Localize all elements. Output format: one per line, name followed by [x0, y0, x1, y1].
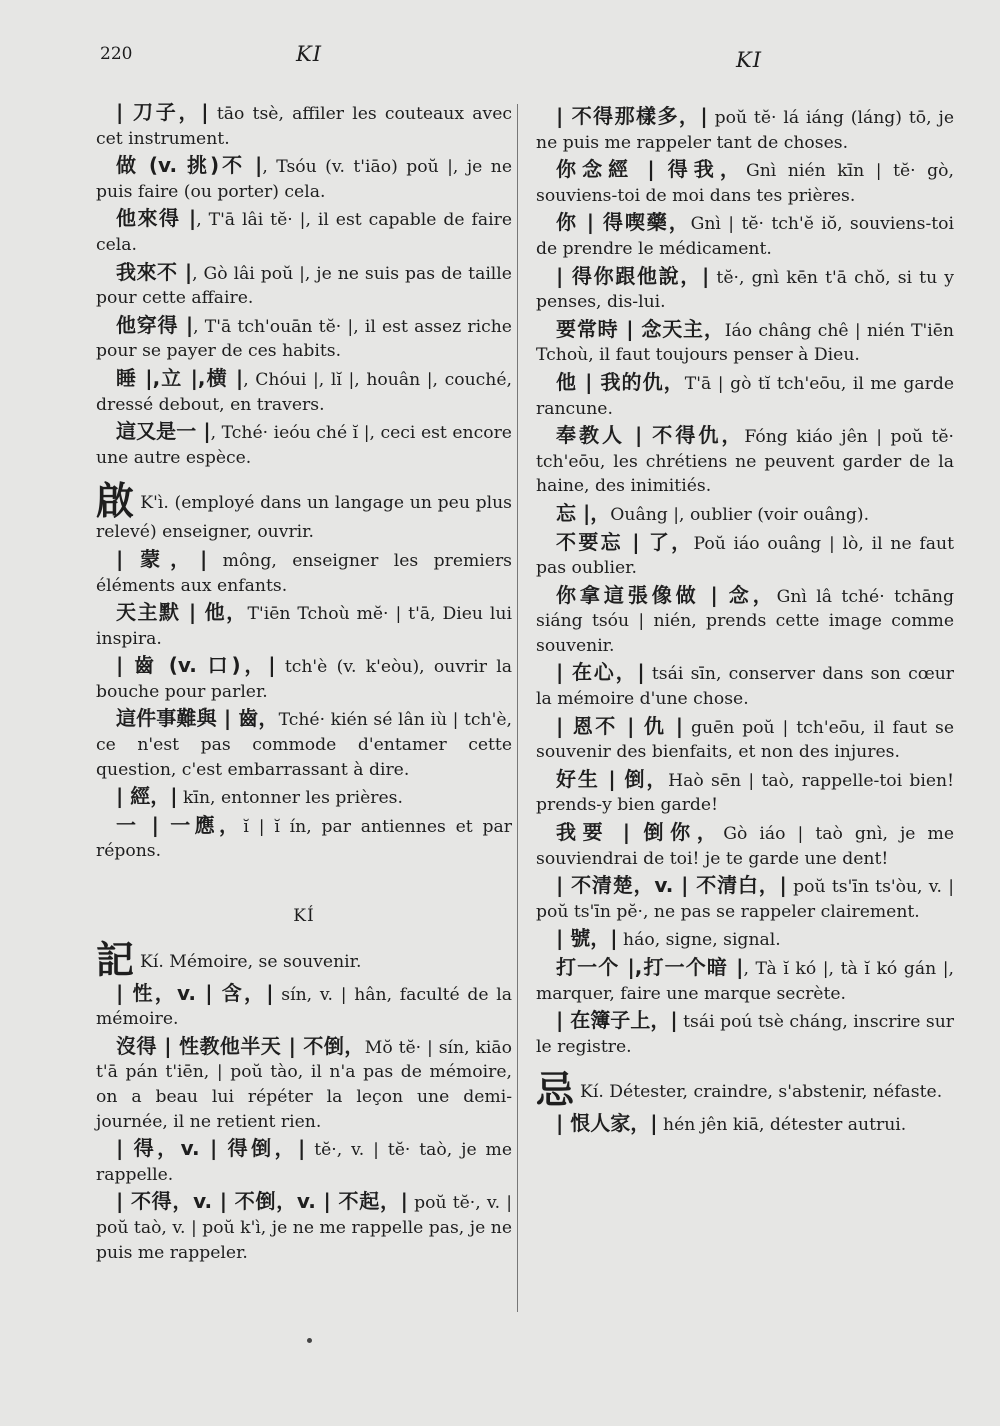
entry-text: kīn, entonner les prières. [177, 788, 403, 809]
dictionary-entry [536, 317, 954, 368]
entry-text: , Chóui |, lĭ |, houân |, couché, dressé debout, en travers. [96, 369, 512, 415]
entry-text: Fóng kiáo jên | poŭ tĕ· tch'eōu, les chrétiens ne peuvent garder de la haine, des inimitiés. [536, 427, 954, 497]
chinese-phrase: 打一个 |,打一个暗 | [556, 955, 744, 979]
entry-text: T'iēn Tchoù mĕ· | t'ā, Dieu lui inspira. [96, 604, 512, 649]
entry-text: Tché· kién sé lân iù | tch'è, ce n'est pas commode d'entamer cette question, c'est embarrassant à dire. [96, 710, 512, 780]
entry-text: tĕ·, v. | tĕ· taò, je me rappelle. [96, 1140, 512, 1185]
entry-text: , T'ā lâi tĕ· |, il est capable de faire cela. [96, 210, 512, 255]
entry-text: , Tché· ieóu ché ĭ |, ceci est encore une autre espèce. [96, 423, 512, 468]
chinese-phrase: 忘 |， [556, 500, 611, 525]
dictionary-entry [536, 264, 954, 315]
entry-text: guēn poŭ | tch'eōu, il faut se souvenir des bienfaits, et non des injures. [536, 717, 955, 763]
chinese-phrase: 沒得 | 性教他半天 | 不倒， [116, 1033, 365, 1058]
chinese-phrase: | 在簿子上，| [556, 1008, 678, 1033]
entry-text: poŭ tĕ· lá iáng (láng) tō, je ne puis me rappeler tant de choses. [536, 108, 954, 153]
chinese-phrase: | 恨人家，| [556, 1111, 658, 1136]
dictionary-entry [96, 153, 512, 204]
entry-text: ĭ | ĭ ín, par antiennes et par répons. [96, 816, 512, 862]
entry-text: mông, enseigner les premiers éléments aux enfants. [96, 550, 512, 596]
print-speck [307, 1338, 312, 1343]
section-title: KÍ [293, 906, 315, 927]
entry-text: Gnì | tĕ· tch'ĕ iŏ, souviens-toi de prendre le médicament. [536, 214, 955, 259]
dictionary-entry [96, 653, 512, 704]
chinese-phrase: 要常時 | 念天主， [556, 316, 725, 341]
chinese-phrase: 天主默 | 他， [116, 600, 248, 625]
head-character: 記 [96, 937, 135, 982]
dictionary-entry [536, 104, 954, 155]
entry-text: , Gò lâi poŭ |, je ne suis pas de taille pour cette affaire. [96, 263, 512, 309]
chinese-phrase: | 恩不 | 仇 | [556, 713, 684, 738]
chinese-phrase: 他 | 我的仇， [556, 369, 685, 394]
running-head-right: KI [736, 48, 762, 72]
right-column [536, 104, 954, 1140]
dictionary-entry [96, 1189, 512, 1265]
dictionary-entry [96, 600, 512, 651]
chinese-phrase: | 號，| [556, 926, 618, 951]
entry-text: tāo tsè, affiler les couteaux avec cet instrument. [96, 104, 513, 149]
chinese-phrase: 這又是一 | [116, 419, 211, 444]
dictionary-entry [96, 260, 512, 311]
entry-text: Mŏ tĕ· | sín, kiāo t'ā pán t'iēn, | poŭ tào, il n'a pas de mémoire, on a beau lui répéter la leçon une demi-journée, il ne retient rien. [96, 1037, 512, 1132]
entry-text: T'ā | gò tĭ tch'eōu, il me garde rancune. [536, 373, 954, 419]
chinese-phrase: | 刀子，| [116, 100, 209, 124]
chinese-phrase: 睡 |,立 |,横 | [116, 365, 244, 390]
dictionary-entry [96, 313, 512, 364]
entry-text: Gnì lâ tché· tchāng siáng tsóu | nién, prends cette image comme souvenir. [536, 586, 954, 656]
entry-text: Poŭ iáo ouâng | lò, il ne faut pas oublier. [536, 533, 955, 579]
dictionary-entry [536, 873, 954, 924]
dictionary-entry [536, 1111, 954, 1138]
chinese-phrase: | 在心，| [556, 660, 645, 685]
left-column [96, 100, 512, 1267]
chinese-phrase: 好生 | 倒， [556, 766, 669, 791]
dictionary-entry [536, 583, 954, 659]
dictionary-entry [536, 660, 954, 711]
dictionary-entry [536, 767, 954, 818]
chinese-phrase: | 不清楚，v. | 不清白，| [556, 873, 787, 898]
entry-text: Gò iáo | taò gnì, je me souviendrai de toi! je te garde une dent! [536, 824, 954, 869]
entry-text: , Tà ĭ kó |, tà ĭ kó gán |, marquer, faire une marque secrète. [536, 959, 954, 1004]
entry-text: tsái poú tsè cháng, inscrire sur le registre. [536, 1012, 954, 1057]
chinese-phrase: | 不得，v. | 不倒，v. | 不起，| [116, 1189, 408, 1214]
entry-text: tch'è (v. k'eòu), ouvrir la bouche pour parler. [96, 657, 512, 702]
entry-text: , T'ā tch'ouān tĕ· |, il est assez riche pour se payer de ces habits. [96, 316, 512, 362]
dictionary-entry [536, 955, 954, 1006]
entry-text: poŭ tĕ·, v. | poŭ taò, v. | poŭ k'ì, je ne me rappelle pas, je ne puis me rappeler. [96, 1193, 513, 1263]
chinese-phrase: 我來不 | [116, 259, 193, 284]
chinese-phrase: 一 | 一應， [116, 812, 244, 837]
dictionary-entry [96, 206, 512, 257]
dictionary-entry [536, 926, 954, 953]
chinese-phrase: 你 | 得喫藥， [556, 210, 691, 235]
entry-text: tĕ·, gnì kēn t'ā chŏ, si tu y penses, dis-lui. [536, 267, 955, 313]
dictionary-entry [536, 1008, 954, 1059]
chinese-phrase: 奉教人 | 不得仇， [556, 423, 745, 448]
chinese-phrase: | 經，| [116, 784, 178, 809]
entry-text: , Tsóu (v. t'iāo) poŭ |, je ne puis faire (ou porter) cela. [96, 157, 513, 202]
page-number: 220 [100, 44, 133, 64]
dictionary-entry [96, 981, 512, 1032]
head-character: 忌 [536, 1068, 575, 1113]
column-divider [517, 104, 518, 1312]
dictionary-entry [536, 210, 954, 261]
dictionary-entry [96, 419, 512, 470]
chinese-phrase: | 得，v. | 得倒，| [116, 1136, 306, 1161]
chinese-phrase: | 得你跟他說，| [556, 263, 710, 288]
head-entry [96, 479, 512, 545]
entry-text: Gnì nién kīn | tĕ· gò, souviens-toi de moi dans tes prières. [536, 161, 954, 206]
chinese-phrase: | 性，v. | 含，| [116, 980, 274, 1005]
chinese-phrase: 他來得 | [116, 206, 197, 231]
chinese-phrase: 你拿這張像做 | 念， [556, 582, 777, 607]
dictionary-entry [536, 423, 954, 499]
dictionary-entry [96, 100, 512, 151]
dictionary-entry [536, 501, 954, 528]
entry-text: hén jên kiā, détester autrui. [657, 1115, 907, 1136]
entry-text: Ouâng |, oublier (voir ouâng). [610, 504, 870, 525]
entry-text: sín, v. | hân, faculté de la mémoire. [96, 984, 512, 1030]
dictionary-entry [536, 820, 954, 871]
dictionary-entry [536, 157, 954, 208]
chinese-phrase: | 蒙，| [116, 546, 208, 571]
entry-text: K'ì. (employé dans un langage un peu plus relevé) enseigner, ouvrir. [96, 493, 512, 543]
dictionary-entry [536, 530, 954, 581]
dictionary-entry [96, 706, 512, 782]
chinese-phrase: | 不得那樣多，| [556, 104, 708, 128]
chinese-phrase: 我要 | 倒你， [556, 820, 724, 845]
dictionary-entry [536, 714, 954, 765]
dictionary-entry [536, 370, 954, 421]
entry-text: Iáo châng chê | nién T'iēn Tchoù, il faut toujours penser à Dieu. [536, 320, 955, 366]
head-entry [536, 1068, 954, 1113]
entry-text: Haò sēn | taò, rappelle-toi bien! prends-y bien garde! [536, 770, 955, 816]
chinese-phrase: 不要忘 | 了， [556, 529, 694, 554]
dictionary-entry [96, 1034, 512, 1134]
dictionary-entry [96, 547, 512, 598]
head-entry [96, 937, 512, 982]
entry-text: tsái sīn, conserver dans son cœur la mémoire d'une chose. [536, 664, 955, 710]
dictionary-entry [96, 366, 512, 417]
entry-text: Kí. Mémoire, se souvenir. [140, 951, 362, 972]
chinese-phrase: 這件事難與 | 齒， [116, 706, 279, 731]
chinese-phrase: 他穿得 | [116, 312, 194, 337]
chinese-phrase: 做 (v. 挑)不 | [116, 153, 263, 178]
dictionary-entry [96, 1136, 512, 1187]
running-head-left: KI [296, 42, 322, 66]
dictionary-entry [96, 784, 512, 811]
dictionary-entry [96, 813, 512, 864]
entry-text: háo, signe, signal. [617, 930, 781, 951]
head-character: 啟 [96, 479, 135, 524]
chinese-phrase: | 齒 (v. 口)，| [116, 653, 276, 678]
entry-text: Kí. Détester, craindre, s'abstenir, néfaste. [580, 1082, 943, 1103]
entry-text: poŭ ts'īn ts'òu, v. | poŭ ts'īn pĕ·, ne pas se rappeler clairement. [536, 877, 955, 922]
chinese-phrase: 你念經 | 得我， [556, 157, 746, 182]
